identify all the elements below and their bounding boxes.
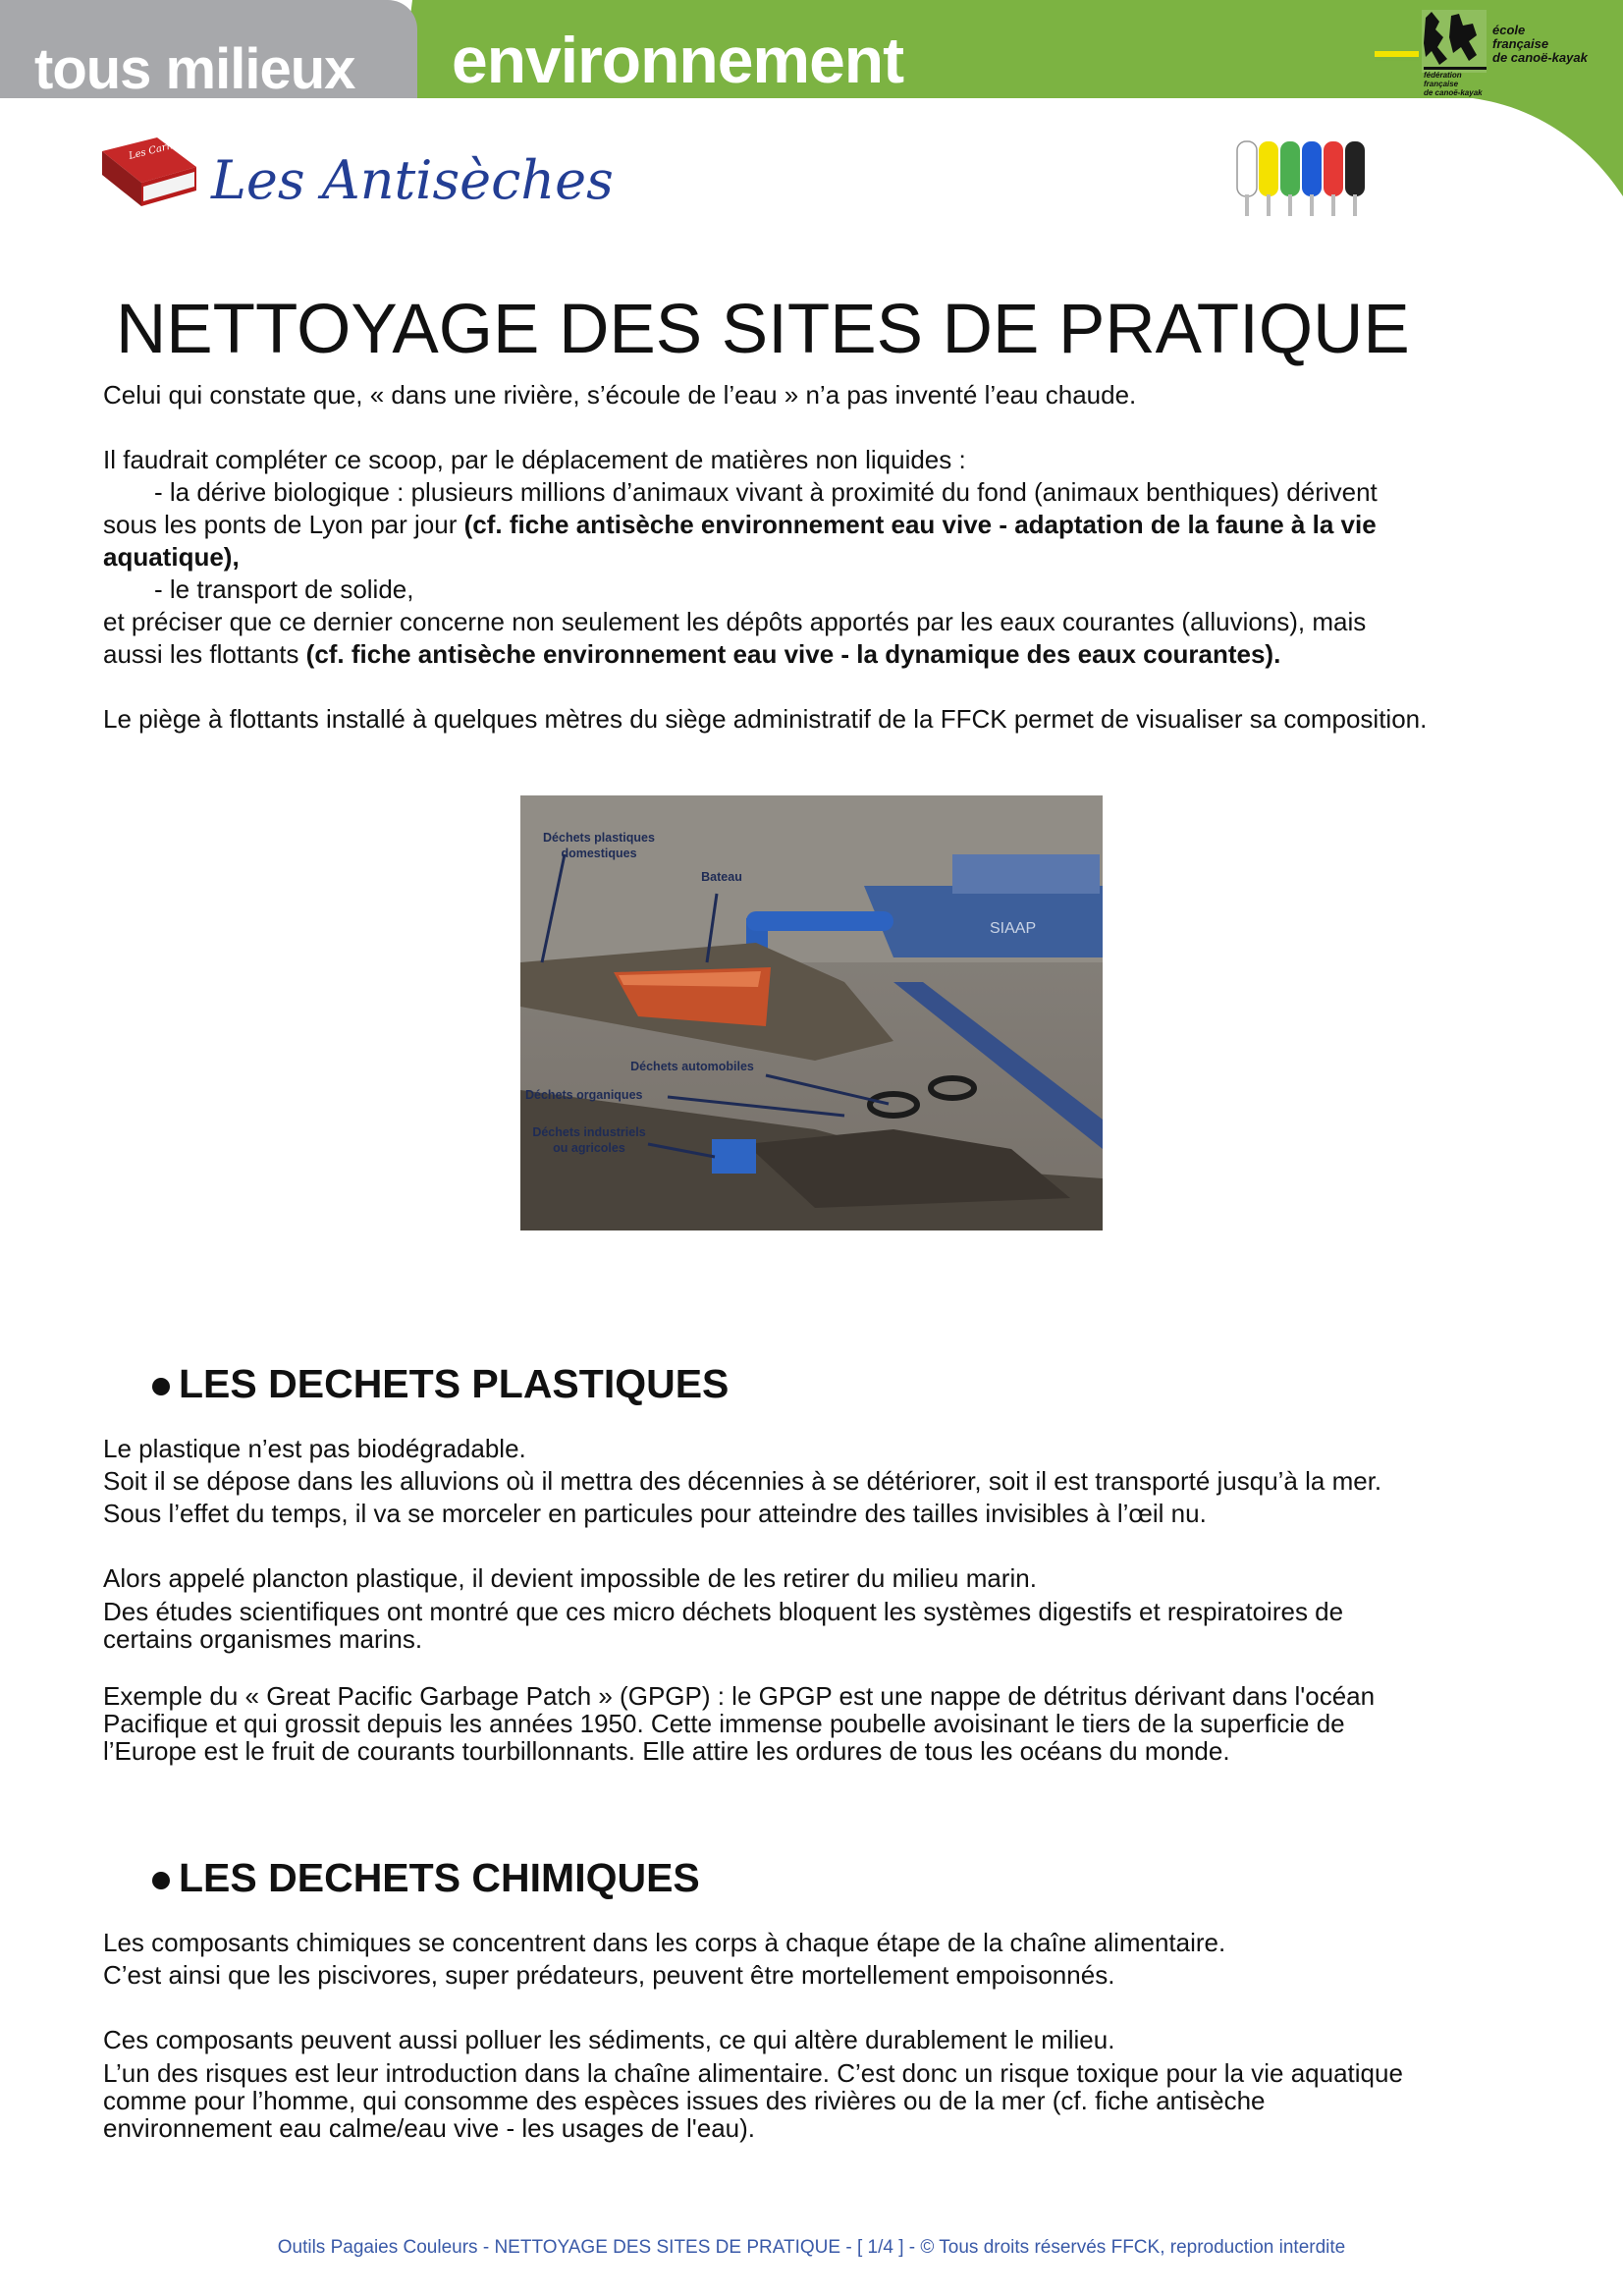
header-tous-milieux: tous milieux — [34, 37, 355, 101]
ffck-logo-small-text: fédération française de canoë-kayak — [1424, 71, 1483, 97]
paddles-icon — [1232, 137, 1375, 218]
carnet-label: Les Carnets — [128, 137, 189, 162]
trash-trap-photo — [520, 795, 1103, 1230]
intro-block — [103, 379, 1537, 736]
section2-body — [103, 1927, 1537, 2142]
section1-body — [103, 1433, 1537, 1765]
s2-l4c: environnement eau calme/eau vive - les usages de l'eau). — [103, 2113, 756, 2143]
series-title: Les Antisèches — [211, 149, 614, 211]
intro-p3b — [103, 509, 1537, 541]
s1-l5a: Des études scientifiques ont montré que ces micro déchets bloquent les systèmes digestifs et respiratoires de — [103, 1597, 1344, 1626]
intro-p5b — [103, 638, 1537, 671]
s1-l6b: Pacifique et qui grossit depuis les années 1950. Cette immense poubelle avoisinant le tiers de la superficie de — [103, 1709, 1345, 1738]
label-boat: Bateau — [701, 870, 742, 884]
s2-l2: C’est ainsi que les piscivores, super prédateurs, peuvent être mortellement empoisonnés. — [103, 1960, 1115, 1990]
barge-sign: SIAAP — [990, 920, 1037, 937]
page-footer: Outils Pagaies Couleurs - NETTOYAGE DES SITES DE PRATIQUE - [ 1/4 ] - © Tous droits réservés FFCK, reproduction interdite — [277, 2237, 1346, 2258]
section2-bullet — [152, 1872, 170, 1889]
s1-l4: Alors appelé plancton plastique, il devient impossible de les retirer du milieu marin. — [103, 1563, 1037, 1593]
intro-p5b-ref: (cf. fiche antisèche environnement eau vive - la dynamique des eaux courantes). — [305, 639, 1281, 669]
s2-l1: Les composants chimiques se concentrent dans les corps à chaque étape de la chaîne alimentaire. — [103, 1928, 1226, 1957]
s2-l4b: comme pour l’homme, qui consomme des espèces issues des rivières ou de la mer (cf. fiche antisèche — [103, 2086, 1266, 2115]
intro-p3c: aquatique), — [103, 542, 240, 572]
intro-p3b-ref: (cf. fiche antisèche environnement eau vive - adaptation de la faune à la vie — [463, 510, 1377, 539]
section2-heading: LES DECHETS CHIMIQUES — [179, 1855, 700, 1900]
intro-p3a: - la dérive biologique : plusieurs millions d’animaux vivant à proximité du fond (animaux benthiques) dérivent — [154, 477, 1378, 507]
book-icon — [98, 137, 201, 216]
page-title: NETTOYAGE DES SITES DE PRATIQUE — [116, 291, 1410, 368]
s1-l3: Sous l’effet du temps, il va se morceler en particules pour atteindre des tailles invisibles à l’œil nu. — [103, 1499, 1207, 1528]
intro-p6: Le piège à flottants installé à quelques mètres du siège administratif de la FFCK permet de visualiser sa composition. — [103, 704, 1428, 734]
header-environnement: environnement — [452, 24, 904, 96]
intro-p3b-text: sous les ponts de Lyon par jour — [103, 510, 464, 539]
intro-p4: - le transport de solide, — [154, 574, 414, 604]
s1-l5b: certains organismes marins. — [103, 1624, 423, 1654]
label-auto-waste: Déchets automobiles — [630, 1060, 754, 1073]
intro-p5a: et préciser que ce dernier concerne non seulement les dépôts apportés par les eaux courantes (alluvions), mais — [103, 607, 1367, 636]
label-industrial-waste: Déchets industriels ou agricoles — [532, 1125, 646, 1155]
intro-p2: Il faudrait compléter ce scoop, par le déplacement de matières non liquides : — [103, 445, 966, 474]
s1-l2: Soit il se dépose dans les alluvions où il mettra des décennies à se détériorer, soit il est transporté jusqu’à la mer. — [103, 1466, 1382, 1496]
s1-l1: Le plastique n’est pas biodégradable. — [103, 1434, 526, 1463]
s1-l6a: Exemple du « Great Pacific Garbage Patch » (GPGP) : le GPGP est une nappe de détritus dérivant dans l'océan — [103, 1681, 1376, 1711]
section1-heading: LES DECHETS PLASTIQUES — [179, 1361, 730, 1406]
label-organic-waste: Déchets organiques — [525, 1088, 643, 1102]
intro-p5b-text: aussi les flottants — [103, 639, 306, 669]
s2-l3: Ces composants peuvent aussi polluer les sédiments, ce qui altère durablement le milieu. — [103, 2025, 1115, 2054]
s2-l4a: L’un des risques est leur introduction dans la chaîne alimentaire. C’est donc un risque toxique pour la vie aquatique — [103, 2058, 1403, 2088]
ffck-logo-text: école française de canoë-kayak — [1492, 23, 1588, 65]
intro-p1: Celui qui constate que, « dans une rivière, s’écoule de l’eau » n’a pas inventé l’eau chaude. — [103, 380, 1137, 410]
section1-bullet — [152, 1378, 170, 1395]
label-plastic-waste: Déchets plastiques domestiques — [543, 831, 655, 860]
s1-l6c: l’Europe est le fruit de courants tourbillonnants. Elle attire les ordures de tous les océans du monde. — [103, 1736, 1230, 1766]
